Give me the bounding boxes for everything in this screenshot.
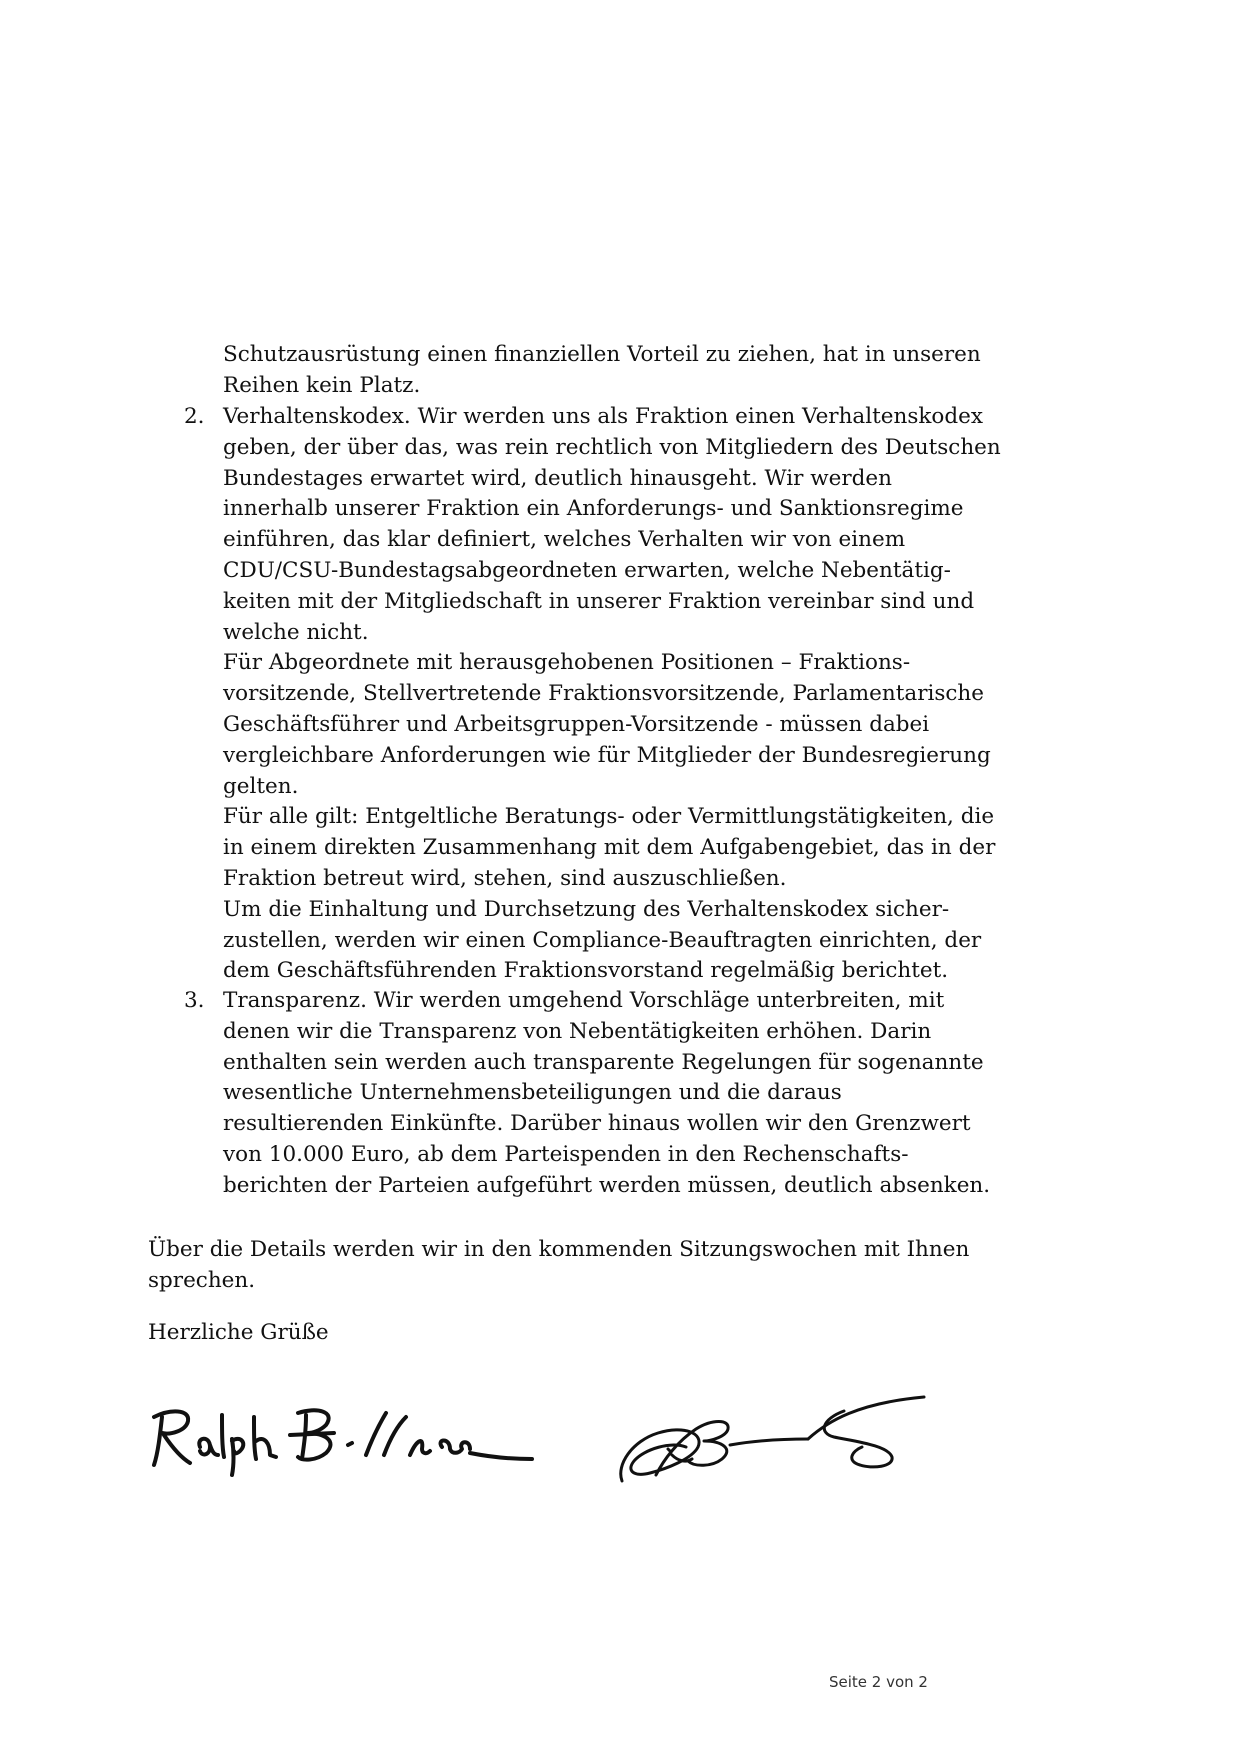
text-line: wesentliche Unternehmensbeteiligungen und die daraus — [223, 1080, 842, 1106]
text-line: denen wir die Transparenz von Nebentätigkeiten erhöhen. Darin — [223, 1018, 932, 1044]
text-line: zustellen, werden wir einen Compliance-Beauftragten einrichten, der — [223, 927, 982, 953]
text-line: Geschäftsführer und Arbeitsgruppen-Vorsitzende - müssen dabei — [223, 712, 930, 737]
text-line: innerhalb unserer Fraktion ein Anforderungs- und Sanktionsregime — [223, 496, 964, 522]
text-line: keiten mit der Mitgliedschaft in unserer Fraktion vereinbar sind und — [223, 588, 975, 614]
text-line: gelten. — [223, 773, 299, 799]
text-line: geben, der über das, was rein rechtlich von Mitgliedern des Deutschen — [223, 434, 1001, 460]
text-line: vergleichbare Anforderungen wie für Mitglieder der Bundesregierung — [223, 742, 991, 768]
list-number: 3. — [184, 988, 205, 1013]
text-line: Für alle gilt: Entgeltliche Beratungs- oder Vermittlungstätigkeiten, die — [223, 804, 995, 830]
text-line: welche nicht. — [223, 619, 369, 645]
list-number: 2. — [184, 404, 205, 429]
text-line: Über die Details werden wir in den kommenden Sitzungswochen mit Ihnen — [148, 1237, 970, 1262]
text-line: Verhaltenskodex. Wir werden uns als Fraktion einen Verhaltenskodex — [223, 404, 983, 429]
text-line: dem Geschäftsführenden Fraktionsvorstand regelmäßig berichtet. — [223, 958, 949, 984]
text-line: CDU/CSU-Bundestagsabgeordneten erwarten, welche Nebentätig- — [223, 558, 951, 583]
text-line: vorsitzende, Stellvertretende Fraktionsvorsitzende, Parlamentarische — [223, 681, 984, 707]
text-line: berichten der Parteien aufgeführt werden müssen, deutlich absenken. — [223, 1172, 991, 1198]
text-line: sprechen. — [148, 1267, 256, 1293]
text-line: enthalten sein werden auch transparente Regelungen für sogenannte — [223, 1049, 984, 1075]
text-line: Bundestages erwartet wird, deutlich hinausgeht. Wir werden — [223, 465, 892, 491]
signature-2 — [612, 1385, 942, 1495]
text-line: Schutzausrüstung einen finanziellen Vorteil zu ziehen, hat in unseren — [223, 342, 981, 367]
text-line: resultierenden Einkünfte. Darüber hinaus wollen wir den Grenzwert — [223, 1111, 971, 1137]
signature-1 — [140, 1395, 540, 1485]
text-line: Transparenz. Wir werden umgehend Vorschläge unterbreiten, mit — [223, 988, 945, 1013]
page-number: Seite 2 von 2 — [829, 1673, 928, 1691]
text-line: von 10.000 Euro, ab dem Parteispenden in den Rechenschafts- — [223, 1142, 909, 1167]
text-line: Reihen kein Platz. — [223, 372, 421, 398]
text-line: Für Abgeordnete mit herausgehobenen Positionen – Fraktions- — [223, 650, 911, 676]
text-line: einführen, das klar definiert, welches Verhalten wir von einem — [223, 527, 906, 553]
text-line: Fraktion betreut wird, stehen, sind auszuschließen. — [223, 866, 787, 891]
text-line: in einem direkten Zusammenhang mit dem Aufgabengebiet, das in der — [223, 835, 996, 861]
text-line: Um die Einhaltung und Durchsetzung des Verhaltenskodex sicher- — [223, 896, 950, 922]
greeting: Herzliche Grüße — [148, 1320, 329, 1345]
